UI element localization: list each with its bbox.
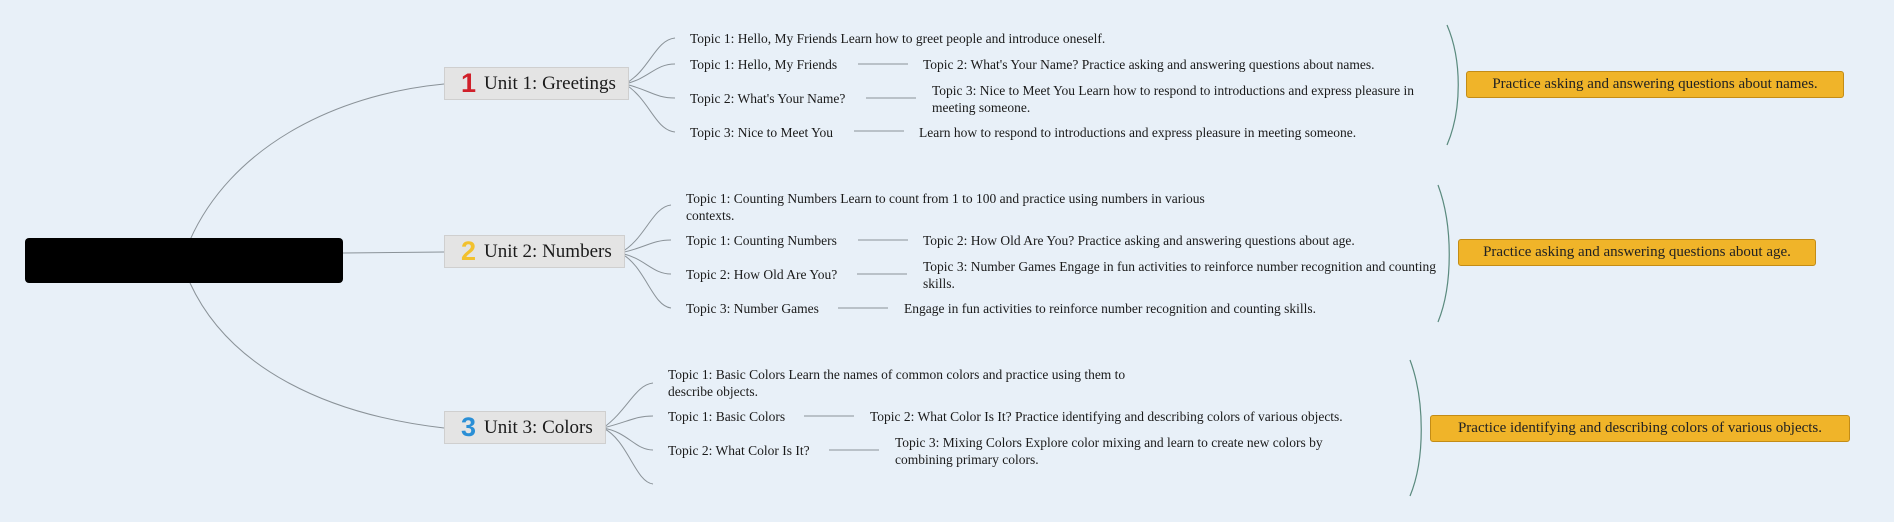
detail-node[interactable]: Topic 3: Mixing Colors Explore color mixing and learn to create new colors by combining primary colors. <box>895 435 1323 467</box>
summary-node[interactable]: Practice asking and answering questions about age. <box>1458 239 1816 266</box>
topic-node[interactable]: Topic 2: What's Your Name? <box>690 91 846 106</box>
unit-number-badge: 3 <box>461 412 477 442</box>
topic-node[interactable]: Topic 1: Counting Numbers <box>686 233 837 248</box>
unit-title: Unit 2: Numbers <box>484 240 612 262</box>
detail-node[interactable]: Topic 2: What's Your Name? Practice asking and answering questions about names. <box>923 57 1375 72</box>
topic-node[interactable]: Topic 2: How Old Are You? <box>686 267 838 282</box>
unit-node-colors[interactable] <box>444 411 606 444</box>
unit-node-greetings[interactable] <box>444 67 629 100</box>
summary-node[interactable]: Practice asking and answering questions about names. <box>1466 71 1844 98</box>
unit-number-badge: 2 <box>461 236 477 266</box>
detail-node[interactable]: Topic 2: How Old Are You? Practice asking and answering questions about age. <box>923 233 1355 248</box>
topic-node[interactable]: Topic 2: What Color Is It? <box>668 443 810 458</box>
unit-title: Unit 1: Greetings <box>484 72 616 94</box>
topic-node[interactable]: Topic 1: Counting Numbers Learn to count from 1 to 100 and practice using numbers in various contexts. <box>686 191 1205 223</box>
detail-node[interactable]: Engage in fun activities to reinforce number recognition and counting skills. <box>904 301 1317 316</box>
unit-node-numbers[interactable] <box>444 235 625 268</box>
detail-node[interactable]: Topic 3: Number Games Engage in fun activities to reinforce number recognition and counting skills. <box>923 259 1437 291</box>
detail-node[interactable]: Learn how to respond to introductions and express pleasure in meeting someone. <box>919 125 1357 140</box>
topic-node[interactable]: Topic 1: Hello, My Friends Learn how to greet people and introduce oneself. <box>690 31 1106 46</box>
topic-node[interactable]: Topic 3: Nice to Meet You <box>690 125 834 140</box>
unit-title: Unit 3: Colors <box>484 416 593 438</box>
topic-node[interactable]: Topic 1: Basic Colors <box>668 409 786 424</box>
unit-number-badge: 1 <box>461 68 477 98</box>
detail-node[interactable]: Topic 3: Nice to Meet You Learn how to respond to introductions and express pleasure in meeting someone. <box>932 83 1414 115</box>
central-topic-redacted[interactable] <box>25 238 343 283</box>
detail-node[interactable]: Topic 2: What Color Is It? Practice identifying and describing colors of various objects. <box>870 409 1343 424</box>
summary-node[interactable]: Practice identifying and describing colors of various objects. <box>1430 415 1850 442</box>
topic-node[interactable]: Topic 1: Hello, My Friends <box>690 57 838 72</box>
topic-node[interactable]: Topic 1: Basic Colors Learn the names of common colors and practice using them to describe objects. <box>668 367 1126 399</box>
topic-node[interactable]: Topic 3: Number Games <box>686 301 819 316</box>
